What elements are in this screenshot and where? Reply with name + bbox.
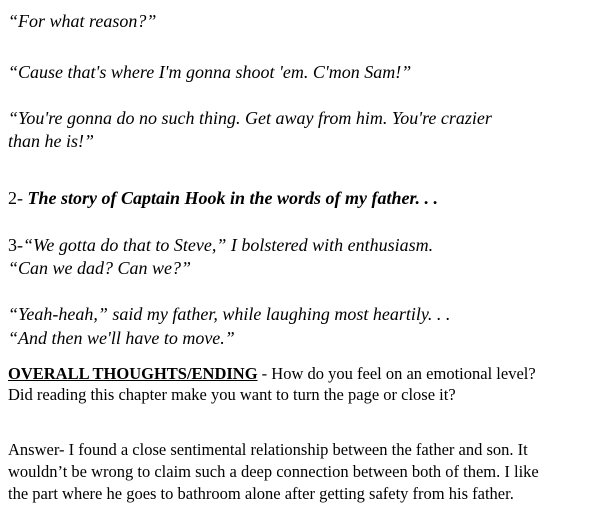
item-2-text: The story of Captain Hook in the words of my father. . . xyxy=(27,188,439,208)
item-3-line-3: “Yeah-heah,” said my father, while laughing most heartily. . . xyxy=(8,304,451,324)
answer-line-2: wouldn’t be wrong to claim such a deep connection between both of them. I like xyxy=(8,462,539,481)
overall-heading: OVERALL THOUGHTS/ENDING xyxy=(8,364,258,383)
overall-line-2: Did reading this chapter make you want to turn the page or close it? xyxy=(8,385,456,404)
item-3-text-1: “We gotta do that to Steve,” I bolstered with enthusiasm. xyxy=(23,235,434,255)
item-3-number: 3- xyxy=(8,235,23,255)
item-3-line-4: “And then we'll have to move.” xyxy=(8,328,235,348)
item-2-number: 2- xyxy=(8,188,23,208)
item-3-line-2: “Can we dad? Can we?” xyxy=(8,258,192,278)
overall-line-1 xyxy=(8,363,536,385)
dialogue-line-3a: “You're gonna do no such thing. Get away from him. You're crazier xyxy=(8,108,492,128)
answer-line-1: Answer- I found a close sentimental relationship between the father and son. It xyxy=(8,440,528,459)
dialogue-line-2: “Cause that's where I'm gonna shoot 'em. C'mon Sam!” xyxy=(8,62,412,82)
item-2 xyxy=(8,187,438,209)
overall-question-1: - How do you feel on an emotional level? xyxy=(257,364,536,383)
item-3-line-1 xyxy=(8,234,433,256)
dialogue-line-1: “For what reason?” xyxy=(8,11,157,31)
answer-line-3: the part where he goes to bathroom alone after getting safety from his father. xyxy=(8,484,514,503)
dialogue-line-3b: than he is!” xyxy=(8,131,95,151)
